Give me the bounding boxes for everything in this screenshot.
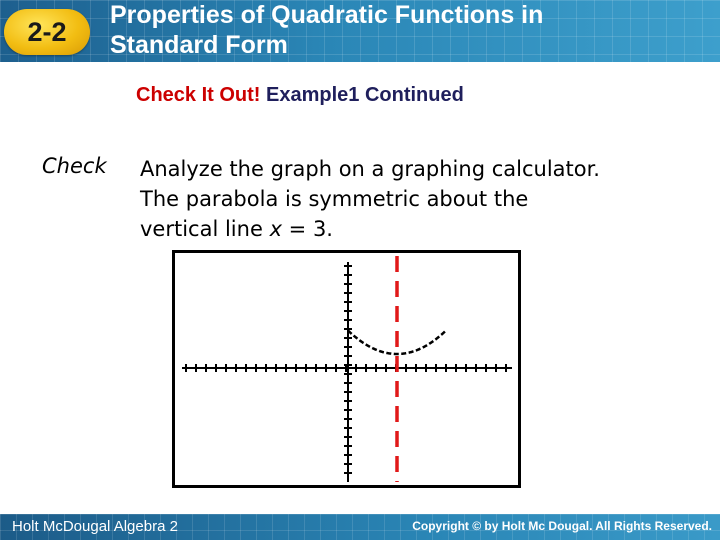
- slide-title-line-1: Properties of Quadratic Functions in: [110, 1, 544, 29]
- footer-publisher: Holt McDougal Algebra 2: [12, 518, 178, 535]
- lesson-badge: 2-2: [4, 9, 90, 55]
- slide-title: [110, 0, 710, 60]
- footer-copyright: Copyright © by Holt Mc Dougal. All Rights Reserved.: [412, 519, 712, 533]
- example-continued-label: Example1 Continued: [266, 84, 464, 106]
- check-it-out-label: Check It Out!: [136, 84, 261, 106]
- footer-bar: [0, 514, 720, 540]
- body-line-2: The parabola is symmetric about the: [140, 187, 529, 211]
- body-line-1: Analyze the graph on a graphing calculator.: [140, 157, 600, 181]
- check-label: Check: [42, 154, 107, 178]
- example-subtitle: [136, 84, 464, 107]
- body-line-3: vertical line x = 3.: [140, 217, 333, 241]
- slide-title-line-2: Standard Form: [110, 31, 288, 59]
- body-text: [140, 154, 700, 244]
- header-bar: [0, 0, 720, 62]
- calculator-graph: [172, 250, 521, 488]
